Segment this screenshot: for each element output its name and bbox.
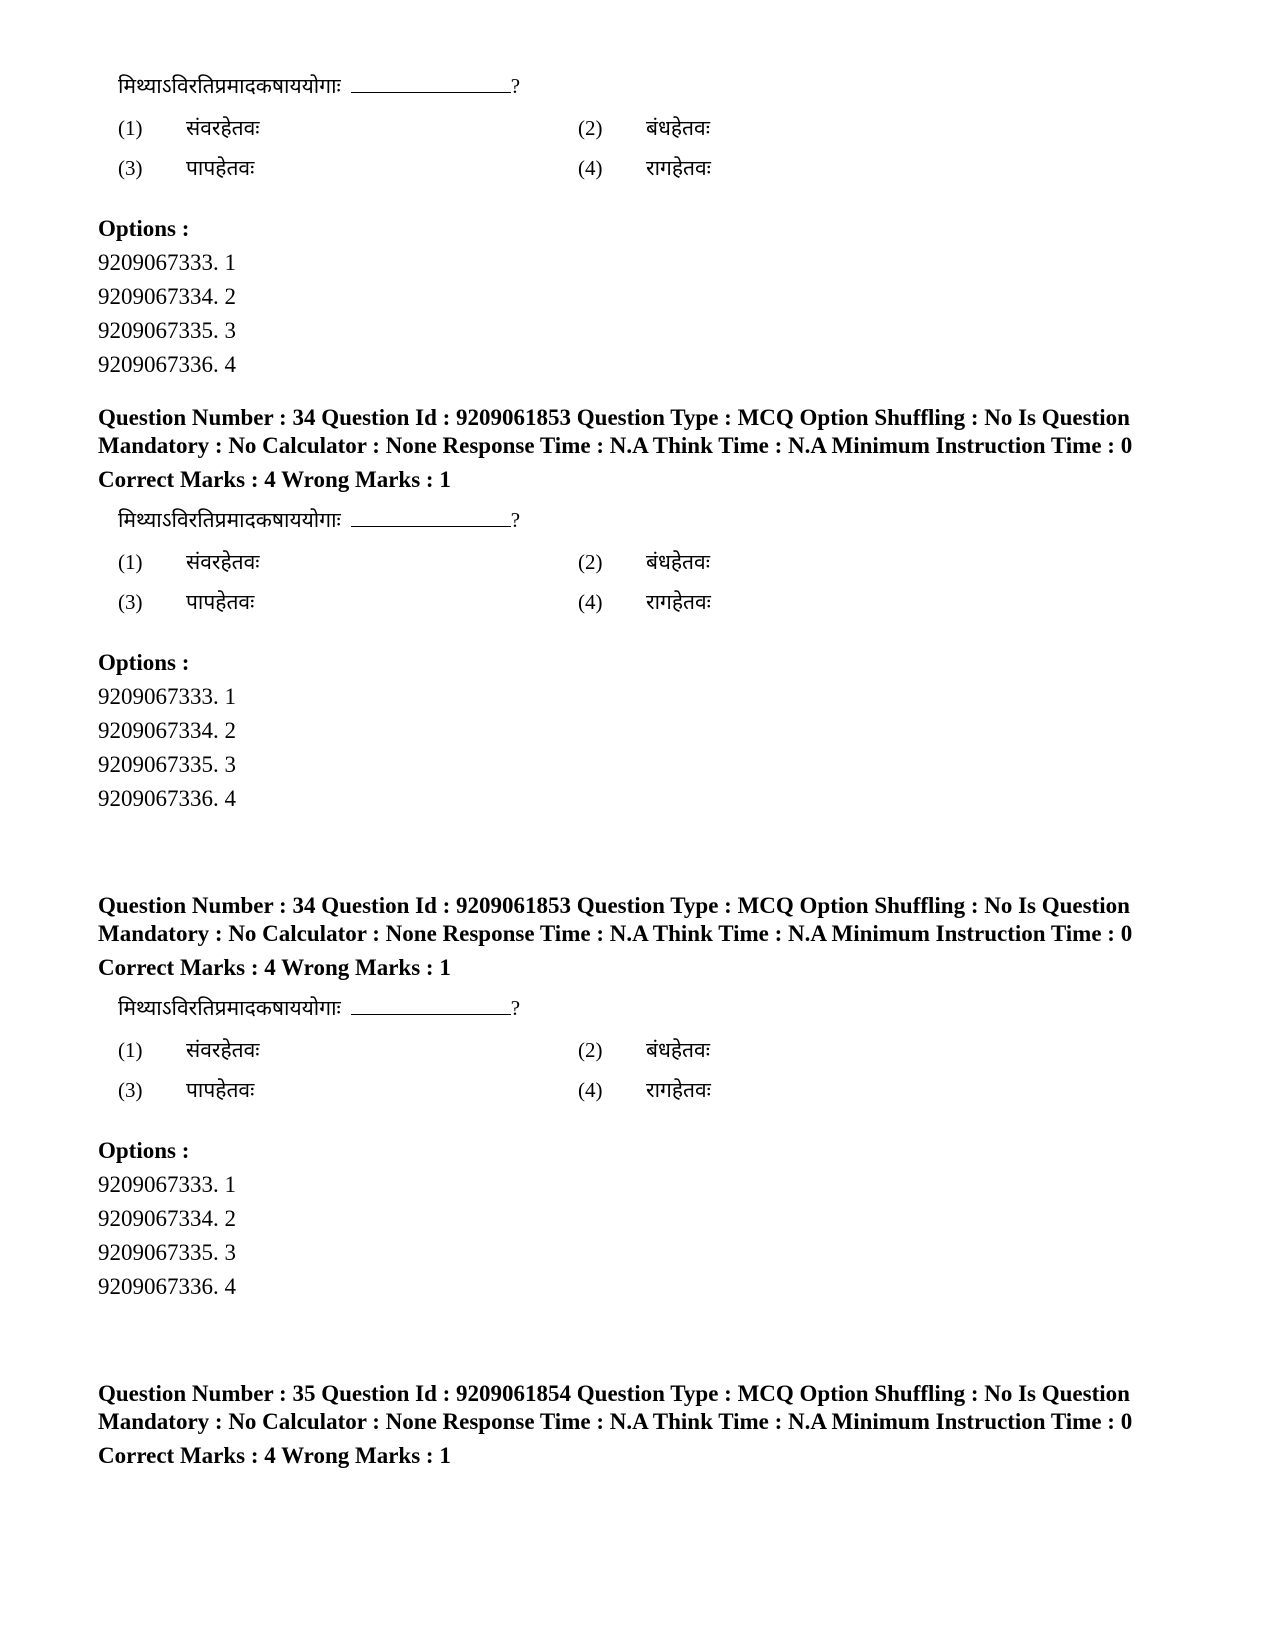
question-stem: मिथ्याऽविरतिप्रमादकषाययोगाः ? (118, 996, 521, 1020)
question-option-2: (2) बंधहेतवः (578, 116, 710, 140)
question-option-2: (2) बंधहेतवः (578, 550, 710, 574)
question-block-d (98, 1380, 1178, 1470)
question-header: Question Number : 35 Question Id : 9209061854 Question Type : MCQ Option Shuffling : No Is Question Mandatory : No Calculator : None Response Time : N.A Think Time : N.A Minimum Instruction Time : 0 (98, 1381, 1133, 1434)
question-image (98, 506, 1178, 646)
question-image (98, 72, 1178, 212)
question-option-3: (3) पापहेतवः (118, 1078, 255, 1102)
question-header: Question Number : 34 Question Id : 9209061853 Question Type : MCQ Option Shuffling : No Is Question Mandatory : No Calculator : None Response Time : N.A Think Time : N.A Minimum Instruction Time : 0 (98, 893, 1133, 946)
question-option-4: (4) रागहेतवः (578, 1078, 711, 1102)
question-option-4: (4) रागहेतवः (578, 156, 711, 180)
options-label: Options : (98, 650, 190, 675)
question-image (98, 994, 1178, 1134)
question-block-b (98, 404, 1178, 816)
question-marks: Correct Marks : 4 Wrong Marks : 1 (98, 467, 451, 492)
question-option-3: (3) पापहेतवः (118, 156, 255, 180)
options-label: Options : (98, 216, 190, 241)
question-stem: मिथ्याऽविरतिप्रमादकषाययोगाः ? (118, 74, 521, 98)
choice-item: 9209067334. 2 (98, 284, 236, 309)
question-option-3: (3) पापहेतवः (118, 590, 255, 614)
question-option-1: (1) संवरहेतवः (118, 550, 260, 574)
choice-item: 9209067335. 3 (98, 752, 236, 777)
question-marks: Correct Marks : 4 Wrong Marks : 1 (98, 1443, 451, 1468)
question-block-a (98, 72, 1178, 382)
choice-item: 9209067333. 1 (98, 1172, 236, 1197)
question-block-c (98, 892, 1178, 1304)
choice-item: 9209067333. 1 (98, 250, 236, 275)
choice-item: 9209067334. 2 (98, 1206, 236, 1231)
question-stem: मिथ्याऽविरतिप्रमादकषाययोगाः ? (118, 508, 521, 532)
options-label: Options : (98, 1138, 190, 1163)
question-option-2: (2) बंधहेतवः (578, 1038, 710, 1062)
choice-item: 9209067336. 4 (98, 1274, 236, 1299)
question-option-1: (1) संवरहेतवः (118, 116, 260, 140)
choice-item: 9209067334. 2 (98, 718, 236, 743)
question-marks: Correct Marks : 4 Wrong Marks : 1 (98, 955, 451, 980)
choice-item: 9209067333. 1 (98, 684, 236, 709)
question-option-4: (4) रागहेतवः (578, 590, 711, 614)
question-option-1: (1) संवरहेतवः (118, 1038, 260, 1062)
question-header: Question Number : 34 Question Id : 9209061853 Question Type : MCQ Option Shuffling : No Is Question Mandatory : No Calculator : None Response Time : N.A Think Time : N.A Minimum Instruction Time : 0 (98, 405, 1133, 458)
choice-item: 9209067336. 4 (98, 786, 236, 811)
choice-item: 9209067335. 3 (98, 318, 236, 343)
choice-item: 9209067335. 3 (98, 1240, 236, 1265)
choice-item: 9209067336. 4 (98, 352, 236, 377)
